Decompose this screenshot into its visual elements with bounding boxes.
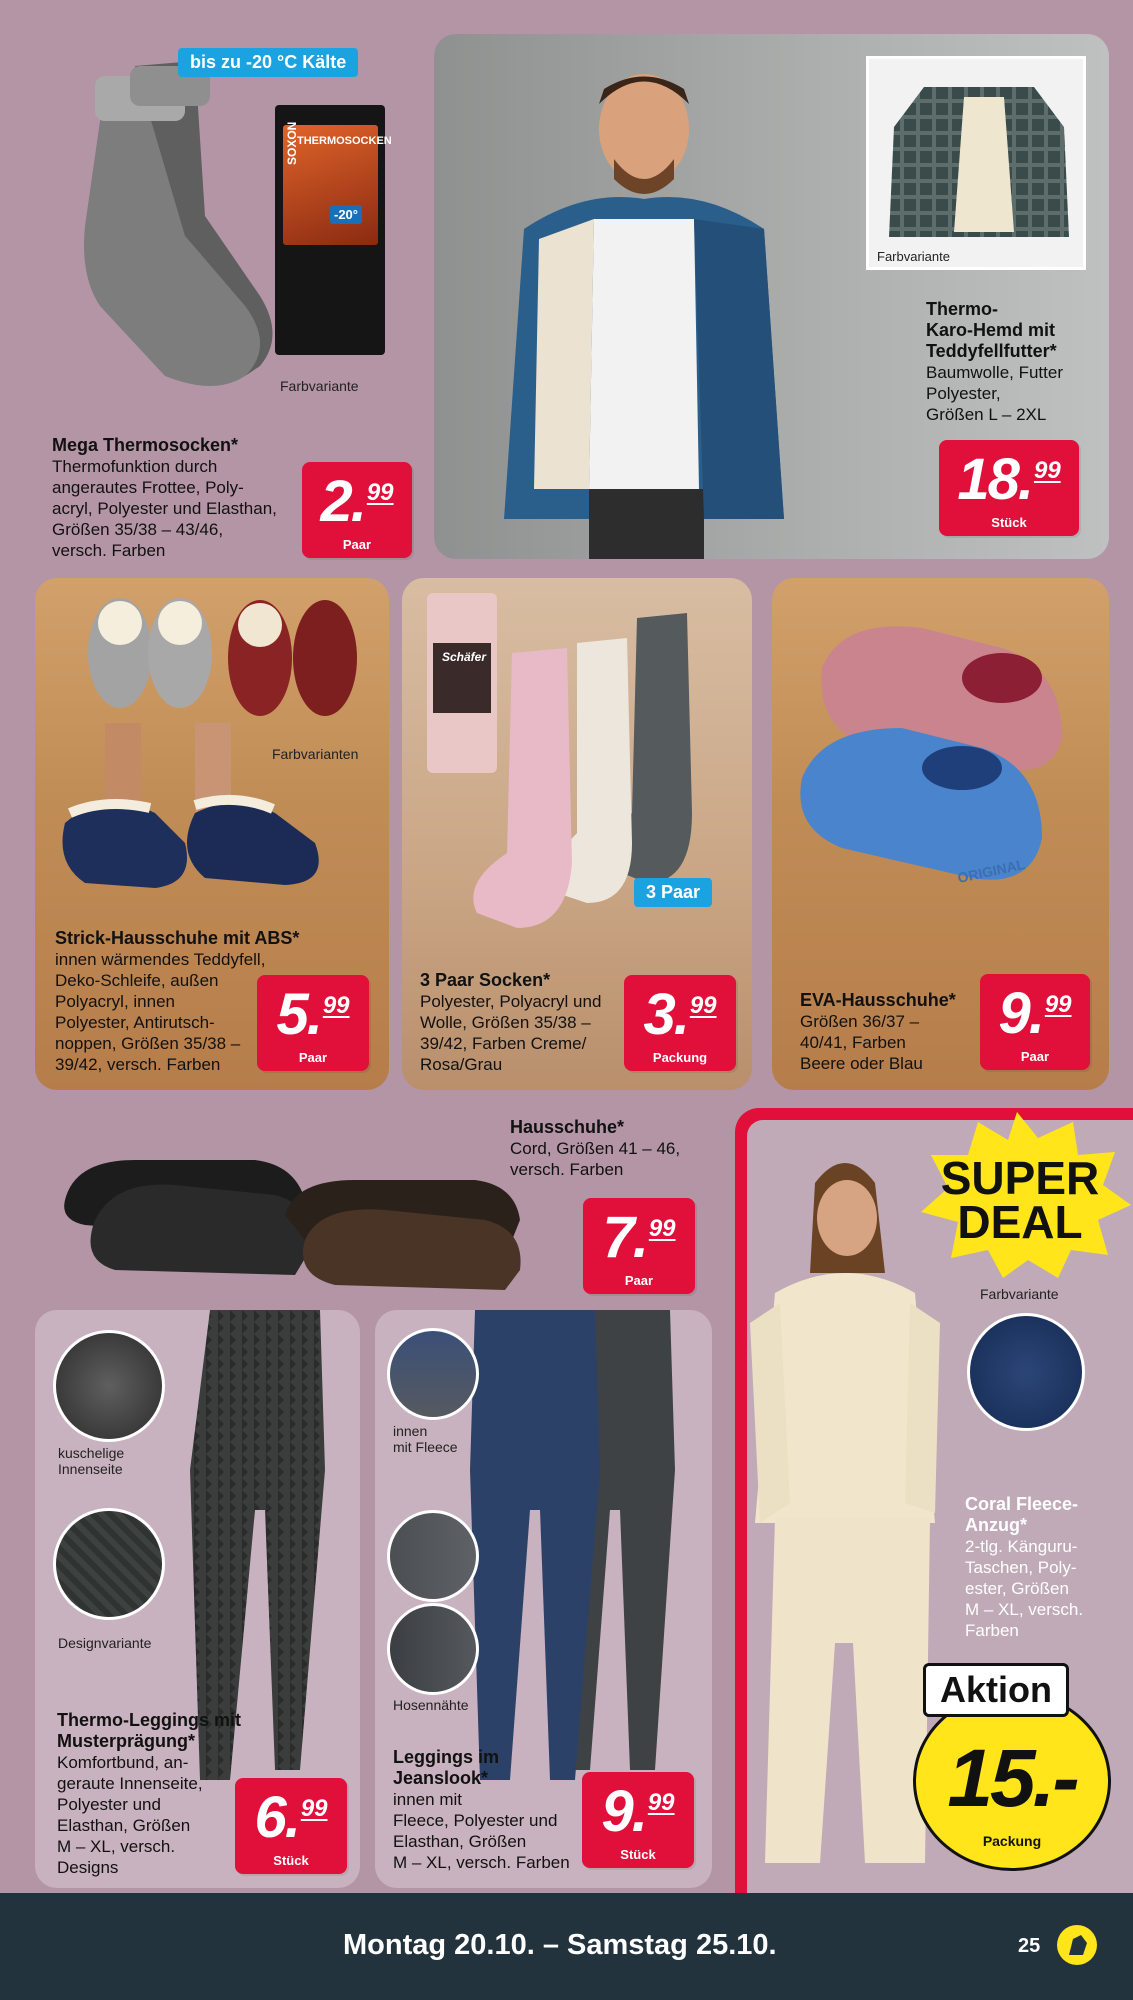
thermo-socks-section: [30, 30, 430, 570]
fleece-inner-circle: [387, 1328, 479, 1420]
fleece-title: Coral Fleece- Anzug*: [965, 1494, 1079, 1535]
plaid-shirt-image: [884, 67, 1074, 247]
page-number: 25: [1018, 1935, 1041, 1957]
three-pair-socks-panel: [402, 578, 752, 1090]
thermo-leggings-title: Thermo-Leggings mit Musterprägung*: [57, 1710, 241, 1751]
brand-logo-icon: [1057, 1925, 1097, 1965]
house-shoes-section: [35, 1100, 725, 1300]
thermo-shirt-panel: [434, 34, 1109, 559]
fleece-suit-panel: [735, 1108, 1133, 1893]
thermo-circle2-label: Designvariante: [58, 1635, 152, 1651]
thermo-leggings-price-tag: 6.99 Stück: [235, 1778, 347, 1874]
eva-price-tag: 9.99 Paar: [980, 974, 1090, 1070]
seams-circle-2: [387, 1603, 479, 1695]
socks3-package-label: Schäfer: [442, 650, 487, 664]
thermosocks-package: [275, 105, 392, 355]
socks-title: Mega Thermosocken*: [52, 435, 239, 455]
knit-slippers-price-tag: 5.99 Paar: [257, 975, 369, 1071]
knit-slippers-title: Strick-Hausschuhe mit ABS*: [55, 928, 300, 948]
shirt-variant-inset: [866, 56, 1086, 270]
aktion-label: Aktion: [923, 1663, 1069, 1717]
inner-side-circle: [53, 1330, 165, 1442]
thermo-circle1-label: kuschelige Innenseite: [58, 1445, 125, 1477]
jeans-circle1-label: innen mit Fleece: [393, 1423, 458, 1455]
fleece-variant-circle: [967, 1313, 1085, 1431]
house-shoes-title: Hausschuhe*: [510, 1117, 625, 1137]
aktion-unit: Packung: [982, 1833, 1042, 1849]
super-deal-text: SUPER DEAL: [940, 1152, 1100, 1248]
house-shoes-price-tag: 7.99 Paar: [583, 1198, 695, 1294]
jeans-circle2-label: Hosennähte: [393, 1697, 469, 1713]
seams-circle-1: [387, 1510, 479, 1602]
three-pair-badge: 3 Paar: [634, 878, 712, 907]
socks-variant-label: Farbvariante: [280, 378, 359, 394]
shirt-title: Thermo- Karo-Hemd mit Teddyfellfutter*: [926, 299, 1057, 361]
package-label: THERMOSOCKEN: [297, 135, 392, 147]
temperature-badge: bis zu -20 °C Kälte: [178, 48, 358, 77]
fleece-desc: 2-tlg. Känguru- Taschen, Poly- ester, Größen M – XL, versch. Farben: [965, 1537, 1084, 1640]
socks3-desc: Polyester, Polyacryl und Wolle, Größen 35/38 – 39/42, Farben Creme/ Rosa/Grau: [420, 992, 602, 1074]
jeans-leggings-desc: innen mit Fleece, Polyester und Elasthan, Größen M – XL, versch. Farben: [393, 1790, 570, 1872]
knit-slippers-desc: innen wärmendes Teddyfell, Deko-Schleife, außen Polyacryl, innen Polyester, Antirutsch- noppen, Größen 35/38 – 39/42, versch. Farben: [55, 950, 266, 1074]
package-brand: SOXON: [285, 121, 299, 165]
knit-variant-label: Farbvarianten: [272, 746, 359, 762]
thermo-leggings-desc: Komfortbund, an- geraute Innenseite, Polyester und Elasthan, Größen M – XL, versch. Designs: [57, 1753, 203, 1877]
footer-bar: [0, 1893, 1133, 2000]
aktion-price: 15.-: [947, 1733, 1077, 1824]
shirt-desc: Baumwolle, Futter Polyester, Größen L – 2XL: [926, 363, 1063, 424]
jeans-leggings-title: Leggings im Jeanslook*: [393, 1747, 500, 1788]
aktion-price-tag: [913, 1663, 1113, 1871]
eva-title: EVA-Hausschuhe*: [800, 990, 956, 1010]
fleece-variant-label: Farbvariante: [980, 1286, 1059, 1302]
grey-sock-image: [45, 46, 285, 426]
eva-shoe-text: ORIGINAL: [956, 856, 1027, 886]
eva-slippers-image: [782, 598, 1102, 938]
house-shoes-image: [55, 1120, 555, 1295]
house-shoes-desc: Cord, Größen 41 – 46, versch. Farben: [510, 1139, 681, 1179]
jeans-leggings-image: [455, 1310, 695, 1810]
thermo-leggings-panel: [35, 1310, 360, 1888]
shirt-model-image: [484, 49, 814, 559]
jeans-leggings-price-tag: 9.99 Stück: [582, 1772, 694, 1868]
socks-desc: Thermofunktion durch angerautes Frottee, Poly- acryl, Polyester und Elasthan, Größen 35/38 – 43/46, versch. Farben: [52, 457, 277, 560]
shirt-price-tag: 18.99 Stück: [939, 440, 1079, 536]
design-variant-circle: [53, 1508, 165, 1620]
eva-desc: Größen 36/37 – 40/41, Farben Beere oder Blau: [800, 1012, 923, 1073]
jeans-leggings-panel: [375, 1310, 712, 1888]
socks-price-tag: 2.99 Paar: [302, 462, 412, 558]
knit-slippers-panel: [35, 578, 389, 1090]
eva-slippers-panel: [772, 578, 1109, 1090]
socks3-title: 3 Paar Socken*: [420, 970, 551, 990]
validity-dates: Montag 20.10. – Samstag 25.10.: [343, 1929, 777, 1961]
package-temp: -20°: [330, 205, 362, 224]
socks3-price-tag: 3.99 Packung: [624, 975, 736, 1071]
shirt-variant-label: Farbvariante: [877, 249, 950, 264]
